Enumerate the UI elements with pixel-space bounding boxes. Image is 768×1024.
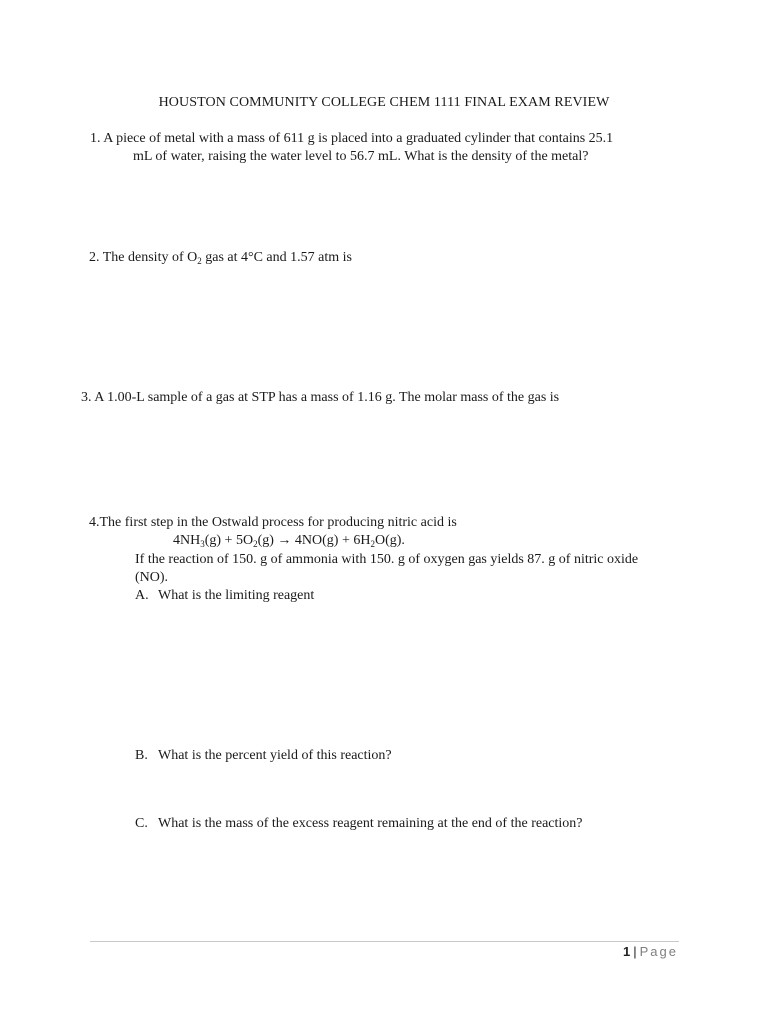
question-4-part-c — [135, 815, 583, 833]
equation-subscript-1: 3 — [200, 539, 205, 549]
page-footer — [623, 943, 678, 961]
part-a-letter: A. — [135, 588, 149, 603]
question-3: 3. A 1.00-L sample of a gas at STP has a mass of 1.16 g. The molar mass of the gas is — [81, 390, 560, 405]
equation-subscript-3: 2 — [370, 539, 375, 549]
part-c-letter: C. — [135, 816, 148, 831]
part-a-text: What is the limiting reagent — [158, 588, 315, 603]
question-2-subscript: 2 — [197, 256, 202, 266]
question-4-part-b — [135, 747, 392, 765]
equation-part-2: (g) + 5O — [204, 533, 254, 548]
page-number: 1 — [623, 944, 631, 959]
page-label: Page — [639, 944, 678, 959]
equation-part-4: O(g). — [374, 533, 405, 548]
equation-part-3: (g) → 4NO(g) + 6H — [257, 533, 371, 548]
question-1-line-2: mL of water, raising the water level to 56.7 mL. What is the density of the metal? — [133, 149, 589, 164]
footer-separator: | — [633, 944, 637, 959]
question-4-line-2: (NO). — [135, 570, 169, 585]
question-4-equation — [173, 532, 405, 550]
question-4-line-1: If the reaction of 150. g of ammonia with 150. g of oxygen gas yields 87. g of nitric oxide — [135, 552, 639, 567]
question-4-stem: 4.The first step in the Ostwald process for producing nitric acid is — [89, 515, 457, 530]
document-title: HOUSTON COMMUNITY COLLEGE CHEM 1111 FINAL EXAM REVIEW — [158, 95, 610, 110]
part-c-text: What is the mass of the excess reagent remaining at the end of the reaction? — [158, 816, 583, 831]
part-b-text: What is the percent yield of this reaction? — [158, 748, 392, 763]
question-1-line-1: 1. A piece of metal with a mass of 611 g is placed into a graduated cylinder that contains 25.1 — [90, 131, 614, 146]
question-2-text-b: gas at 4°C and 1.57 atm is — [201, 250, 352, 265]
equation-subscript-2: 2 — [253, 539, 258, 549]
question-2 — [89, 249, 352, 267]
equation-part-1: 4NH — [173, 533, 201, 548]
question-4-part-a — [135, 587, 314, 605]
footer-divider — [90, 941, 679, 942]
part-b-letter: B. — [135, 748, 148, 763]
question-2-text-a: 2. The density of O — [89, 250, 198, 265]
